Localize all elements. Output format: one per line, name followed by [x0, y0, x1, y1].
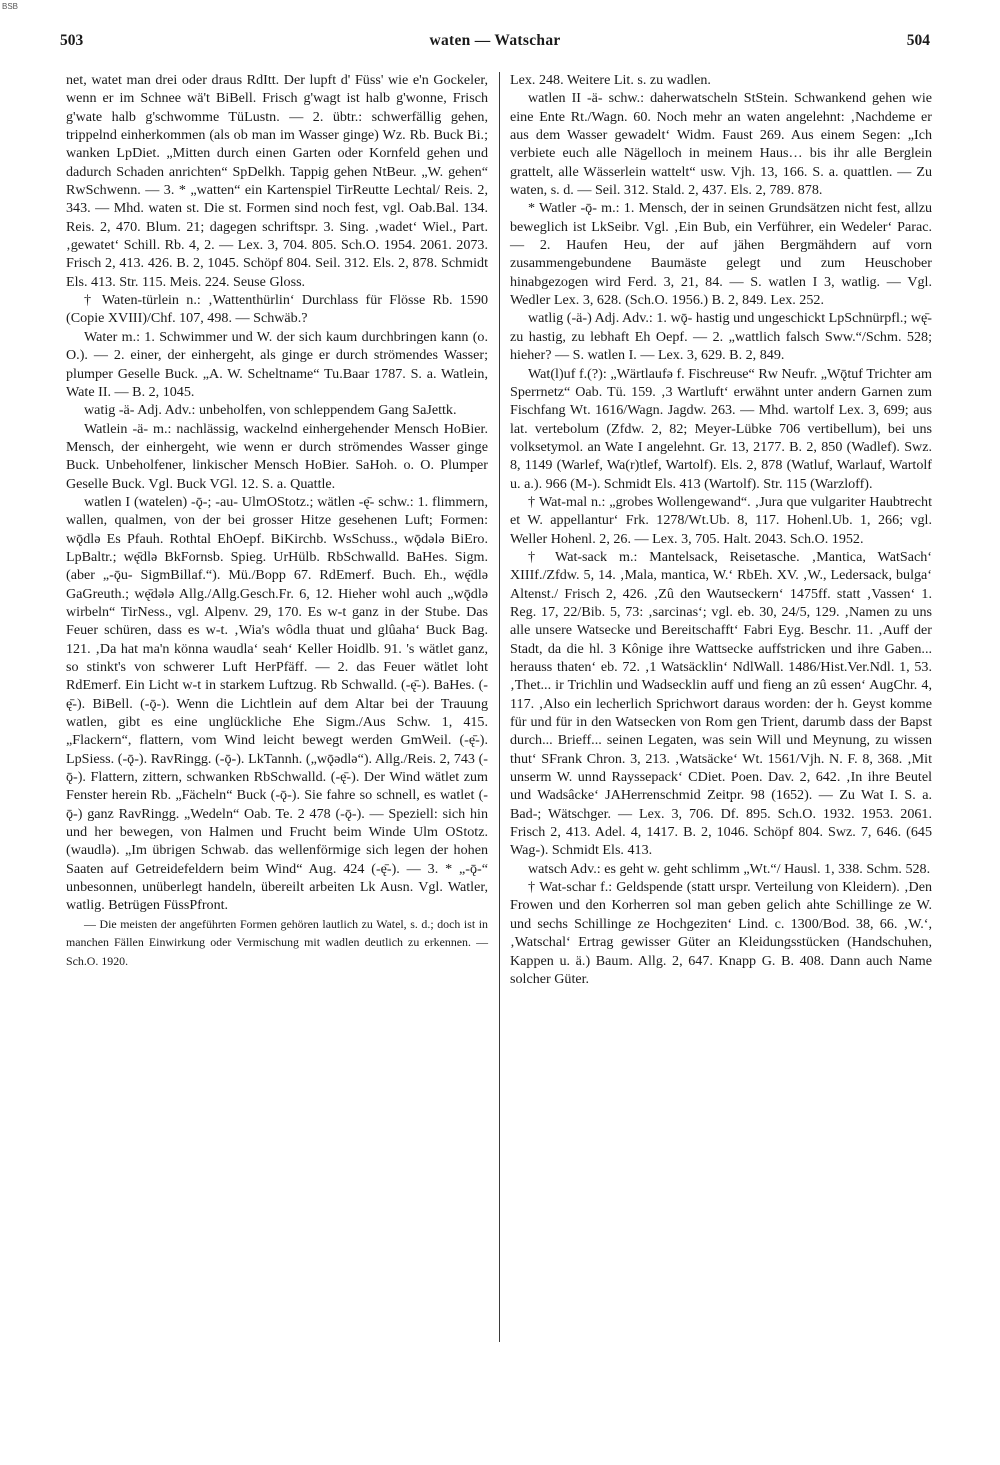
entry-watlein: Watlein -ä- m.: nachlässig, wackelnd einhergehender Mensch HoBier. Mensch, der einhergeht, wie wenn er durch strömendes Wasser ginge Buck. Unbeholfener, linkischer Mensch HoBier. SaHoh. o. O. Plumper Geselle Buck. Vgl. Buck VGl. 12. S. a. Quattle.	[66, 420, 488, 492]
page-header	[60, 32, 930, 58]
entry-watluf: Wat(l)uf f.(?): „Wärtlaufə f. Fischreuse“ Rw Neufr. „Wǭtuf Trichter am Sperrnetz“ Oab. Tü. 159. ‚3 Wartluft‘ erwähnt unter andern Garnen zum Fischfang Wt. 1616/Wagn. Jagdw. 263. — Mhd. wartolf Lex. 3, 699; aus lat. vertebolum (Zfdw. 2, 82; Meyer-Lübke 706 vertibellum), bei uns volksetymol. an Wate I angelehnt. Gr. 13, 2177. B. 2, 850 (Wadlef). Swz. 8, 1149 (Warlef, Wa(r)tlef, Wartolf). Els. 2, 878 (Watluf, Warlauf, Wartolf u. a.). 966 (M-). Schmidt Els. 413 (Wartolf). Str. 115 (Warzloff).	[510, 365, 932, 492]
entry-watlen-2: watlen II -ä- schw.: daherwatscheln StStein. Schwankend gehen wie eine Ente Rt./Wagn. 60. Noch mehr an waten angelehnt: ‚Nachdeme er aus dem Wasser gewadelt‘ Widm. Faust 269. Aus einem Segen: „Ich verbiete euch alle Nägelloch in meinem Haus… bis ihr alle Berglein grattelt, alle Wässerlein wattelt“ usw. Vjh. 13, 166. S. a. quattlen. — Zu waten, s. d. — Seil. 312. Stald. 2, 437. Els. 2, 789. 878.	[510, 90, 932, 199]
entry-watlen-note: — Die meisten der angeführten Formen gehören lautlich zu Watel, s. d.; doch ist in manchen Fällen Einwirkung oder Vermischung mit wadlen deutlich zu erkennen. — Sch.O. 1920.	[66, 916, 488, 968]
entry-waten-continued: net, watet man drei oder draus RdItt. Der lupft d' Füss' wie e'n Gockeler, wenn er im Schnee wä't BiBell. Frisch g'wagt ist halb g'wonne, Frisch g'wate halb g'schwomme TüLustn. — 2. übtr.: schwerfällig gehen, trippelnd einherkommen (als ob man im Wasser ginge) Wz. Rb. Buck Bi.; wanken LpDiet. „Mitten durch einen Garten oder Kornfeld gehen und dadurch Schaden anrichten“ SpDelkh. Tappig gehen NtBeur. „W. gehen“ RwSchwenn. — 3. * „watten“ ein Kartenspiel TirReutte Lechtal/ Reis. 2, 343. — Mhd. waten st. Die st. Formen sind noch fest, vgl. Oab.Bal. 134. Reis. 2, 470. Blum. 21; dagegen schriftspr. 3. Sing. ‚wadet‘ Wiel., Part. ‚gewatet‘ Schill. Rb. 4, 2. — Lex. 3, 704. 805. Sch.O. 1954. 2061. 2073. Frisch 2, 413. 426. B. 2, 1045. Schöpf 804. Seil. 312. Els. 2, 878. Schmidt Els. 413. Str. 115. Meis. 224. Seuse Gloss.	[66, 72, 488, 290]
entry-waten-tuerlein: † Waten-türlein n.: ‚Wattenthürlin‘ Durchlass für Flösse Rb. 1590 (Copie XVIII)/Chf. 107, 498. — Schwäb.?	[66, 292, 488, 327]
page-number-right: 504	[906, 32, 930, 49]
entry-watler: * Watler -ǭ- m.: 1. Mensch, der in seinen Grundsätzen nicht fest, allzu beweglich ist LkSeibr. Vgl. ‚Ein Bub, ein Verführer, ein Wedeler‘ Parac. — 2. Haufen Heu, der auf jähen Bergmähdern auf vorn zusammengebundene Baumäste gelegt und zum Heuschober hinabgezogen wird Ferd. 3, 21, 84. — S. watlen I 3, watlig. — Vgl. Wedler Lex. 3, 628. (Sch.O. 1956.) B. 2, 849. Lex. 252.	[510, 200, 932, 309]
entry-watsch: watsch Adv.: es geht w. geht schlimm „Wt.“/ Hausl. 1, 338. Schm. 528.	[528, 860, 931, 877]
entry-water: Water m.: 1. Schwimmer und W. der sich kaum durchbringen kann (o. O.). — 2. einer, der einhergeht, als ginge er durch strömendes Wasser; plumper Geselle Buck. „A. W. Scheltname“ Tu.Baar 1787. S. a. Watlein, Wate II. — B. 2, 1045.	[66, 328, 488, 400]
library-stamp: BSB	[2, 2, 19, 11]
entry-wat-schar: † Wat-schar f.: Geldspende (statt urspr. Verteilung von Kleidern). ‚Den Frowen und den Korherren sol man geben gelich ahte Schillinge ze W. und sechs Schillinge ze Hochgeziten‘ Lind. c. 1300/Bod. 38, 66. ‚W.‘, ‚Watschal‘ Ertrag gewisser Güter an Kleidungsstücken (Handschuhen, Kappen u. ä.) Baum. Allg. 2, 647. Knapp G. B. 408. Dann auch Name solcher Güter.	[510, 879, 932, 987]
left-column	[66, 71, 488, 970]
entry-wat-sack: † Wat-sack m.: Mantelsack, Reisetasche. ‚Mantica, WatSach‘ XIIIf./Zfdw. 5, 14. ‚Mala, mantica, W.‘ RbEh. XV. ‚W., Ledersack, bulga‘ Altenst./ Frisch 2, 426. ‚Zû den Wautseckern‘ 1475ff. statt ‚Vassen‘ 1. Reg. 17, 22/Bib. 5, 73: ‚sarcinas‘; vgl. eb. 30, 24/5, 129. ‚Namen zu uns alle unsere Watsecke und Bereitschafft‘ Fabri Eyg. Beschr. 11. ‚Auff der Stadt, da die hl. 3 Kônige ihre Wattsecke auffstricken und ihre Gaben... herauss thaten‘ eb. 72. ‚1 Watsäcklin‘ NdlWall. 1486/Hist.Ver.Ndl. 1, 53. ‚Thet... ir Trichlin und Wadsecklin auff und fieng an zû essen‘ AugChr. 4, 117. ‚Also ein lecherlich Sprichwort daraus worden: der h. Geyst komme für und für in den Watsecken von Rom gen Trient, darumb dass der Bapst durch... Brieff... seinen Legaten, was sein Will und Meynung, zu wissen thut‘ SFrank Chron. 3, 213. ‚Watsäcke‘ Wt. 1561/Vjh. N. F. 8, 368. ‚Mit unserm W. unnd Rayssepack‘ CDiet. Poen. Dav. 2, 642. ‚In ihre Beutel und Wadsâcke‘ JAHerrenschmid Zeitpr. 98 (1652). — Zu Wat I. S. a. Bad-; Wätschger. — Lex. 3, 706. Df. 895. Sch.O. 1932. 1953. 2061. Frisch 2, 413. Adel. 4, 1417. B. 2, 1046. Schöpf 804. Swz. 7, 646. (645 Wag-). Schmidt Els. 413.	[510, 548, 932, 859]
page-number-left: 503	[60, 32, 84, 49]
entry-wat-mal: † Wat-mal n.: „grobes Wollengewand“. ‚Jura que vulgariter Haubtrecht et W. appellantur‘ Frk. 1278/Wt.Ub. 8, 117. Hohenl.Ub. 1, 266; vgl. Weller Hohenl. 2, 26. — Lex. 3, 705. Halt. 2043. Sch.O. 1952.	[510, 493, 932, 547]
entry-watlen-1-end: Lex. 248. Weitere Lit. s. zu wadlen.	[510, 72, 711, 88]
column-divider	[499, 72, 500, 1342]
running-head: waten — Watschar	[429, 32, 561, 49]
entry-watig: watig -ä- Adj. Adv.: unbeholfen, von schleppendem Gang SaJettk.	[84, 402, 457, 419]
right-column	[510, 71, 932, 988]
entry-watlen-1: watlen I (watelen) -ǭ-; -au- UlmOStotz.; wätlen -ę̄- schw.: 1. flimmern, wallen, qualmen, von der bei grosser Hitze gesehenen Luft; Formen: wǭdlə Es Pfauh. Rothtal EhOepf. BiKirchb. WsSchuss., wǭdələ BiEro. LpBaltr.; wę̄dlə BkFornsb. Spieg. UrHülb. RbSchwalld. BaHes. Sigm. (aber „-ǭu- SigmBillaf.“). Mü./Bopp 67. RdEmerf. Buch. Eh., wę̄dlə GaGreuth.; wę̄dələ Allg./Allg.Gesch.Fr. 6, 12. Hieher wohl auch „wǭdlə wirbeln“ TirNess., vgl. Alpenv. 29, 170. Es w-t ganz in der Stube. Das Feuer schüren, dass es w-t. ‚Wia's wôdla thuat und glûaha‘ Buck Bag. 121. ‚Da hat ma'n könna waudla‘ seah‘ Keller Hoidlb. 91. 's wätlet ganz, so stinkt's von schwerer Luft HerPfäff. — 2. das Feuer wätlet loht RdEmerf. Ein Licht w-t in starkem Luftzug. Rb Schwalld. (-ę̄-). BaHes. (-ę̄-). BiBell. (-ǭ-). Wenn die Lichtlein auf dem Altar bei der Trauung watlen, gibt es eine unglückliche Ehe Sigm./Aus Schw. 1, 415. „Flackern“, flattern, vom Wind leicht bewegt werden GmWeil. (-ę̄-). LpSiess. (-ǭ-). RavRingg. (-ǭ-). LkTannh. („wǭədlə“). Allg./Reis. 2, 743 (-ǭ-). Flattern, zittern, schwanken RbSchwalld. (-ę̄-). Der Wind wätlet zum Fenster herein Rb. „Fächeln“ Buck (-ǭ-). Sie fahre so schnell, es watlet (-ǭ-) ganz RavRingg. „Wedeln“ Oab. Te. 2 478 (-ǭ-). — Speziell: sich hin und her bewegen, von Halmen und Frucht beim Winde Ulm OStotz. (waudlə). „Im übrigen Schwab. das wellenförmige sich legen der hohen Saaten auf Getreidefeldern beim Wind“ Aug. 424 (-ę̄-). — 3. * „-ǭ-“ unbesonnen, unüberlegt handeln, übereilt arbeiten Lk Ausn. Vgl. Watler, watlig. Betrügen FüssPfront.	[66, 493, 488, 914]
entry-watlig: watlig (-ä-) Adj. Adv.: 1. wǭ- hastig und ungeschickt LpSchnürpfl.; wę̄- zu hastig, zu lebhaft Eh Oepf. — 2. „wattlich falsch Sww.“/Schm. 528; hieher? — S. watlen I. — Lex. 3, 629. B. 2, 849.	[510, 310, 932, 364]
